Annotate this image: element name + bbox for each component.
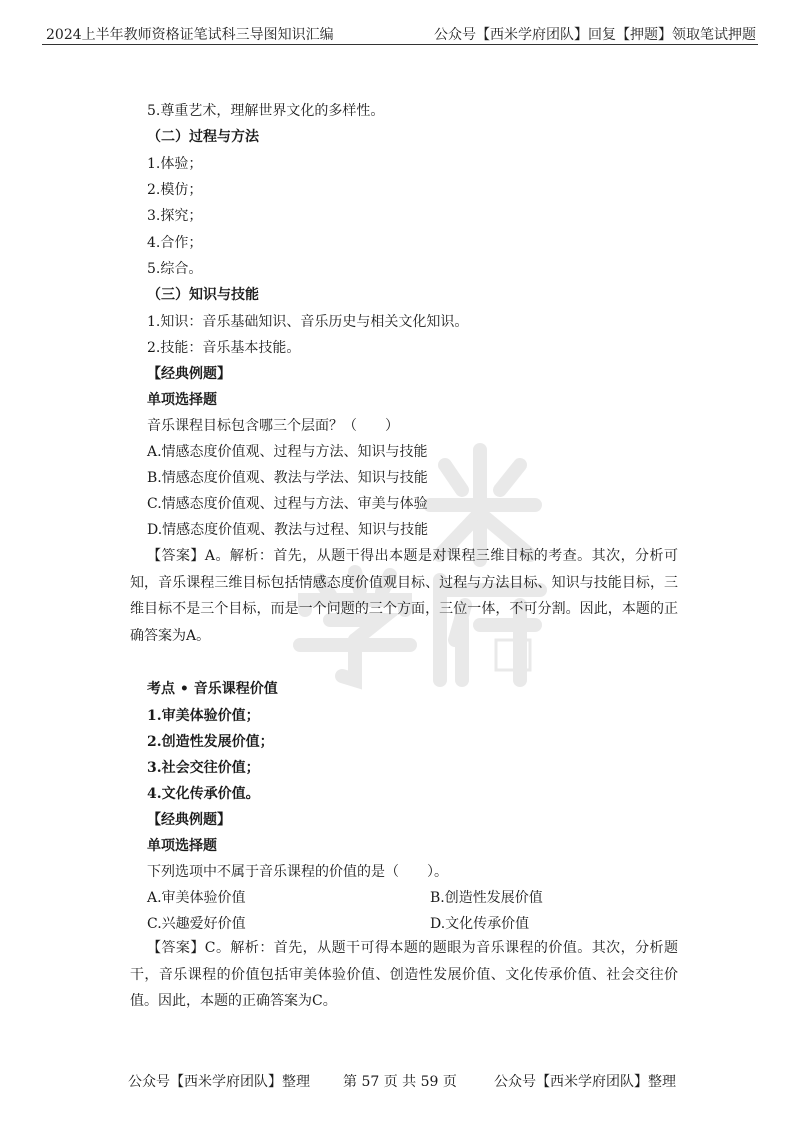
answer-paragraph: 【答案】A。解析：首先，从题干得出本题是对课程三维目标的考查。其次，分析可知，音乐课程三维目标包括情感态度价值观目标、过程与方法目标、知识与技能目标，三维目标不是三个目标，而是一个问题的三个方面，三位一体，不可分割。因此，本题的正确答案为A。 <box>130 548 678 644</box>
question-type: 单项选择题 <box>147 392 217 408</box>
option-d: D.情感态度价值观、教法与过程、知识与技能 <box>147 522 429 538</box>
option-c: C.情感态度价值观、过程与方法、审美与体验 <box>147 496 428 512</box>
answer-paragraph: 【答案】C。解析：首先，从题干可得本题的题眼为音乐课程的价值。其次，分析题干，音乐课程的价值包括审美体验价值、创造性发展价值、文化传承价值、社会交往价值。因此，本题的正确答案为C。 <box>130 940 678 1009</box>
footer-left: 公众号【西米学府团队】整理 <box>128 1074 310 1090</box>
text-line: 5.综合。 <box>147 261 203 277</box>
example-heading: 【经典例题】 <box>147 366 231 382</box>
header-title: 2024上半年教师资格证笔试科三导图知识汇编 <box>46 27 334 43</box>
question-type: 单项选择题 <box>147 838 217 854</box>
page-number: 第 57 页 共 59 页 <box>343 1074 457 1090</box>
option-a: A.情感态度价值观、过程与方法、知识与技能 <box>147 444 428 460</box>
value-item: 2.创造性发展价值； <box>147 734 274 750</box>
option-a: A.审美体验价值 <box>147 890 246 906</box>
page-header <box>42 22 758 45</box>
option-d: D.文化传承价值 <box>430 916 530 932</box>
text-line: 1.体验； <box>147 156 203 172</box>
question-stem: 音乐课程目标包含哪三个层面？（ ） <box>147 418 399 434</box>
header-promo: 公众号【西米学府团队】回复【押题】领取笔试押题 <box>434 27 756 43</box>
text-line: 2.模仿； <box>147 182 203 198</box>
text-line: 4.合作； <box>147 235 203 251</box>
question-stem: 下列选项中不属于音乐课程的价值的是（ ）。 <box>147 864 448 880</box>
footer-right: 公众号【西米学府团队】整理 <box>494 1074 676 1090</box>
section-heading: （二）过程与方法 <box>147 129 259 145</box>
option-c: C.兴趣爱好价值 <box>147 916 246 932</box>
text-line: 1.知识：音乐基础知识、音乐历史与相关文化知识。 <box>147 314 469 330</box>
value-item: 1.审美体验价值； <box>147 708 260 724</box>
example-heading: 【经典例题】 <box>147 812 231 828</box>
section-heading: （三）知识与技能 <box>147 287 259 303</box>
value-item: 4.文化传承价值。 <box>147 786 260 802</box>
option-b: B.创造性发展价值 <box>430 890 543 906</box>
option-b: B.情感态度价值观、教法与学法、知识与技能 <box>147 470 428 486</box>
value-item: 3.社会交往价值； <box>147 760 260 776</box>
key-point-heading: 考点 • 音乐课程价值 <box>147 681 278 697</box>
text-line: 5.尊重艺术，理解世界文化的多样性。 <box>147 103 385 119</box>
text-line: 3.探究； <box>147 208 203 224</box>
text-line: 2.技能：音乐基本技能。 <box>147 340 301 356</box>
